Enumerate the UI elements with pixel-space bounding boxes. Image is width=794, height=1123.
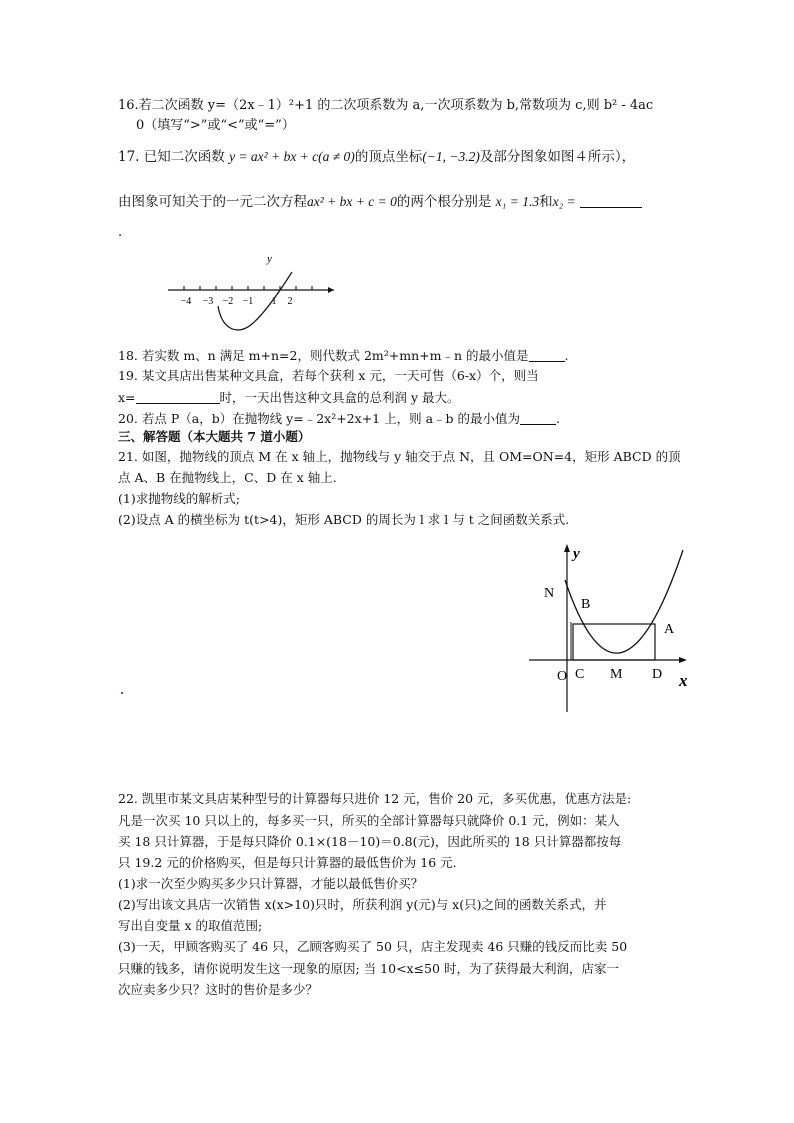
q17-root1: x₁ = 1.3	[495, 194, 540, 209]
fig21-label-d: D	[652, 667, 663, 682]
q17-line2-prefix: 由图象可知关于的一元二次方程	[118, 194, 307, 210]
q17-line2	[118, 193, 642, 211]
fig4-y-label: y	[267, 253, 272, 265]
fig4-ticks	[184, 286, 312, 290]
fig21-label-c: C	[575, 667, 585, 682]
section-heading: 三、解答题（本大题共 7 道小题）	[118, 429, 311, 444]
fig21-label-n: N	[544, 586, 555, 601]
fig21-rectangle-abcd	[573, 624, 655, 660]
q19-answer-blank[interactable]	[136, 391, 220, 404]
q17-and: 和	[539, 194, 553, 210]
q17-root2: x₂ =	[552, 194, 576, 209]
fig21-label-a: A	[664, 622, 675, 637]
fig21-label-y: y	[573, 546, 580, 562]
q19-line2	[118, 389, 460, 407]
figure-21	[525, 540, 705, 715]
fig21-label-x: x	[679, 671, 688, 690]
fig4-tick-label: 2	[287, 296, 293, 307]
q17-answer-blank[interactable]	[580, 195, 642, 208]
q22-part1: (1)求一次至少购买多少只计算器，才能以最低售价买？	[118, 876, 424, 891]
fig21-label-b: B	[581, 597, 591, 612]
q22-line: 只赚的钱多，请你说明发生这一现象的原因; 当 10<x≤50 时，为了获得最大利润，店家一	[118, 961, 619, 976]
q19-suffix: 时，一天出售这种文具盒的总利润 y 最大。	[219, 390, 460, 405]
q22-line: 写出自变量 x 的取值范围;	[118, 918, 263, 933]
q20-end: .	[556, 411, 560, 426]
q17-suffix: 及部分图象如图４所示），	[479, 149, 636, 165]
q17-vertex: (−1, −3.2)	[422, 149, 480, 164]
q21-part1: (1)求抛物线的解析式;	[118, 491, 240, 506]
q22-line: 只 19.2 元的价格购买，但是每只计算器的最低售价为 16 元.	[118, 855, 457, 870]
q22-part3: (3)一天，甲顾客购买了 46 只，乙顾客购买了 50 只，店主发现卖 46 只赚的钱反而比卖 50	[118, 939, 628, 954]
fig4-arrow	[328, 287, 334, 293]
q17-prefix: 17. 已知二次函数	[118, 149, 225, 165]
q21-line2: 点 A、B 在抛物线上，C、D 在 x 轴上.	[118, 470, 337, 485]
q18-answer-blank[interactable]	[529, 349, 565, 362]
q17-period: .	[118, 225, 123, 240]
fig21-y-arrow	[564, 544, 570, 552]
q22-line: 买 18 只计算器，于是每只降价 0.1×(18－10)＝0.8(元)，因此所买的 18 只计算器都按每	[118, 834, 622, 849]
q18-text: 18. 若实数 m、n 满足 m+n=2，则代数式 2m²+mn+m﹣n 的最小值是	[118, 348, 529, 363]
fig4-tick-label: −1	[242, 296, 254, 307]
q20-answer-blank[interactable]	[520, 412, 556, 425]
stray-dot	[121, 692, 123, 694]
q17-equation: ax² + bx + c = 0	[307, 194, 397, 209]
q22-line: 次应卖多少只？这时的售价是多少？	[118, 982, 319, 997]
q19-prefix: x=	[118, 390, 136, 405]
fig21-label-m: M	[610, 667, 623, 682]
q16-line2: 0（填写“>”或“<”或“=”）	[136, 118, 295, 133]
q19-line1: 19. 某文具店出售某种文具盒，若每个获利 x 元，一天可售（6-x）个，则当	[118, 368, 539, 383]
fig4-tick-label: 1	[271, 296, 277, 307]
q22-part2: (2)写出该文具店一次销售 x(x>10)只时，所获利润 y(元)与 x(只)之间的函数关系式，并	[118, 897, 607, 912]
figure-4	[160, 248, 340, 338]
q21-line1: 21. 如图，抛物线的顶点 M 在 x 轴上，抛物线与 y 轴交于点 N，且 OM=ON=4，矩形 ABCD 的顶	[118, 449, 681, 464]
q18	[118, 347, 568, 365]
fig4-tick-label: −2	[222, 296, 234, 307]
q16-line1: 16.若二次函数 y=（2x﹣1）²+1 的二次项系数为 a,一次项系数为 b,常数项为 c,则 b² - 4ac	[118, 98, 654, 113]
fig21-x-arrow	[679, 657, 687, 663]
q17-line2-mid: 的两个根分别是	[396, 194, 492, 210]
q18-end: .	[564, 348, 569, 363]
fig4-tick-label: −4	[180, 296, 192, 307]
q17-mid: 的顶点坐标	[354, 149, 423, 165]
q17-line1	[118, 148, 635, 166]
q20	[118, 410, 560, 428]
q17-formula: y = ax² + bx + c(a ≠ 0)	[229, 149, 355, 164]
q22-line: 凡是一次买 10 只以上的，每多买一只，所买的全部计算器每只就降价 0.1 元，例如：某人	[118, 813, 620, 828]
fig21-label-o: O	[557, 669, 568, 684]
q20-text: 20. 若点 P（a，b）在抛物线 y=﹣2x²+2x+1 上，则 a﹣b 的最小值为	[118, 411, 520, 426]
q22-line: 22. 凯里市某文具店某种型号的计算器每只进价 12 元，售价 20 元，多买优惠，优惠方法是:	[118, 791, 632, 806]
q21-part2: (2)设点 A 的横坐标为 t(t>4)，矩形 ABCD 的周长为 l 求 l 与 t 之间函数关系式.	[118, 512, 570, 527]
fig4-tick-label: −3	[202, 296, 214, 307]
